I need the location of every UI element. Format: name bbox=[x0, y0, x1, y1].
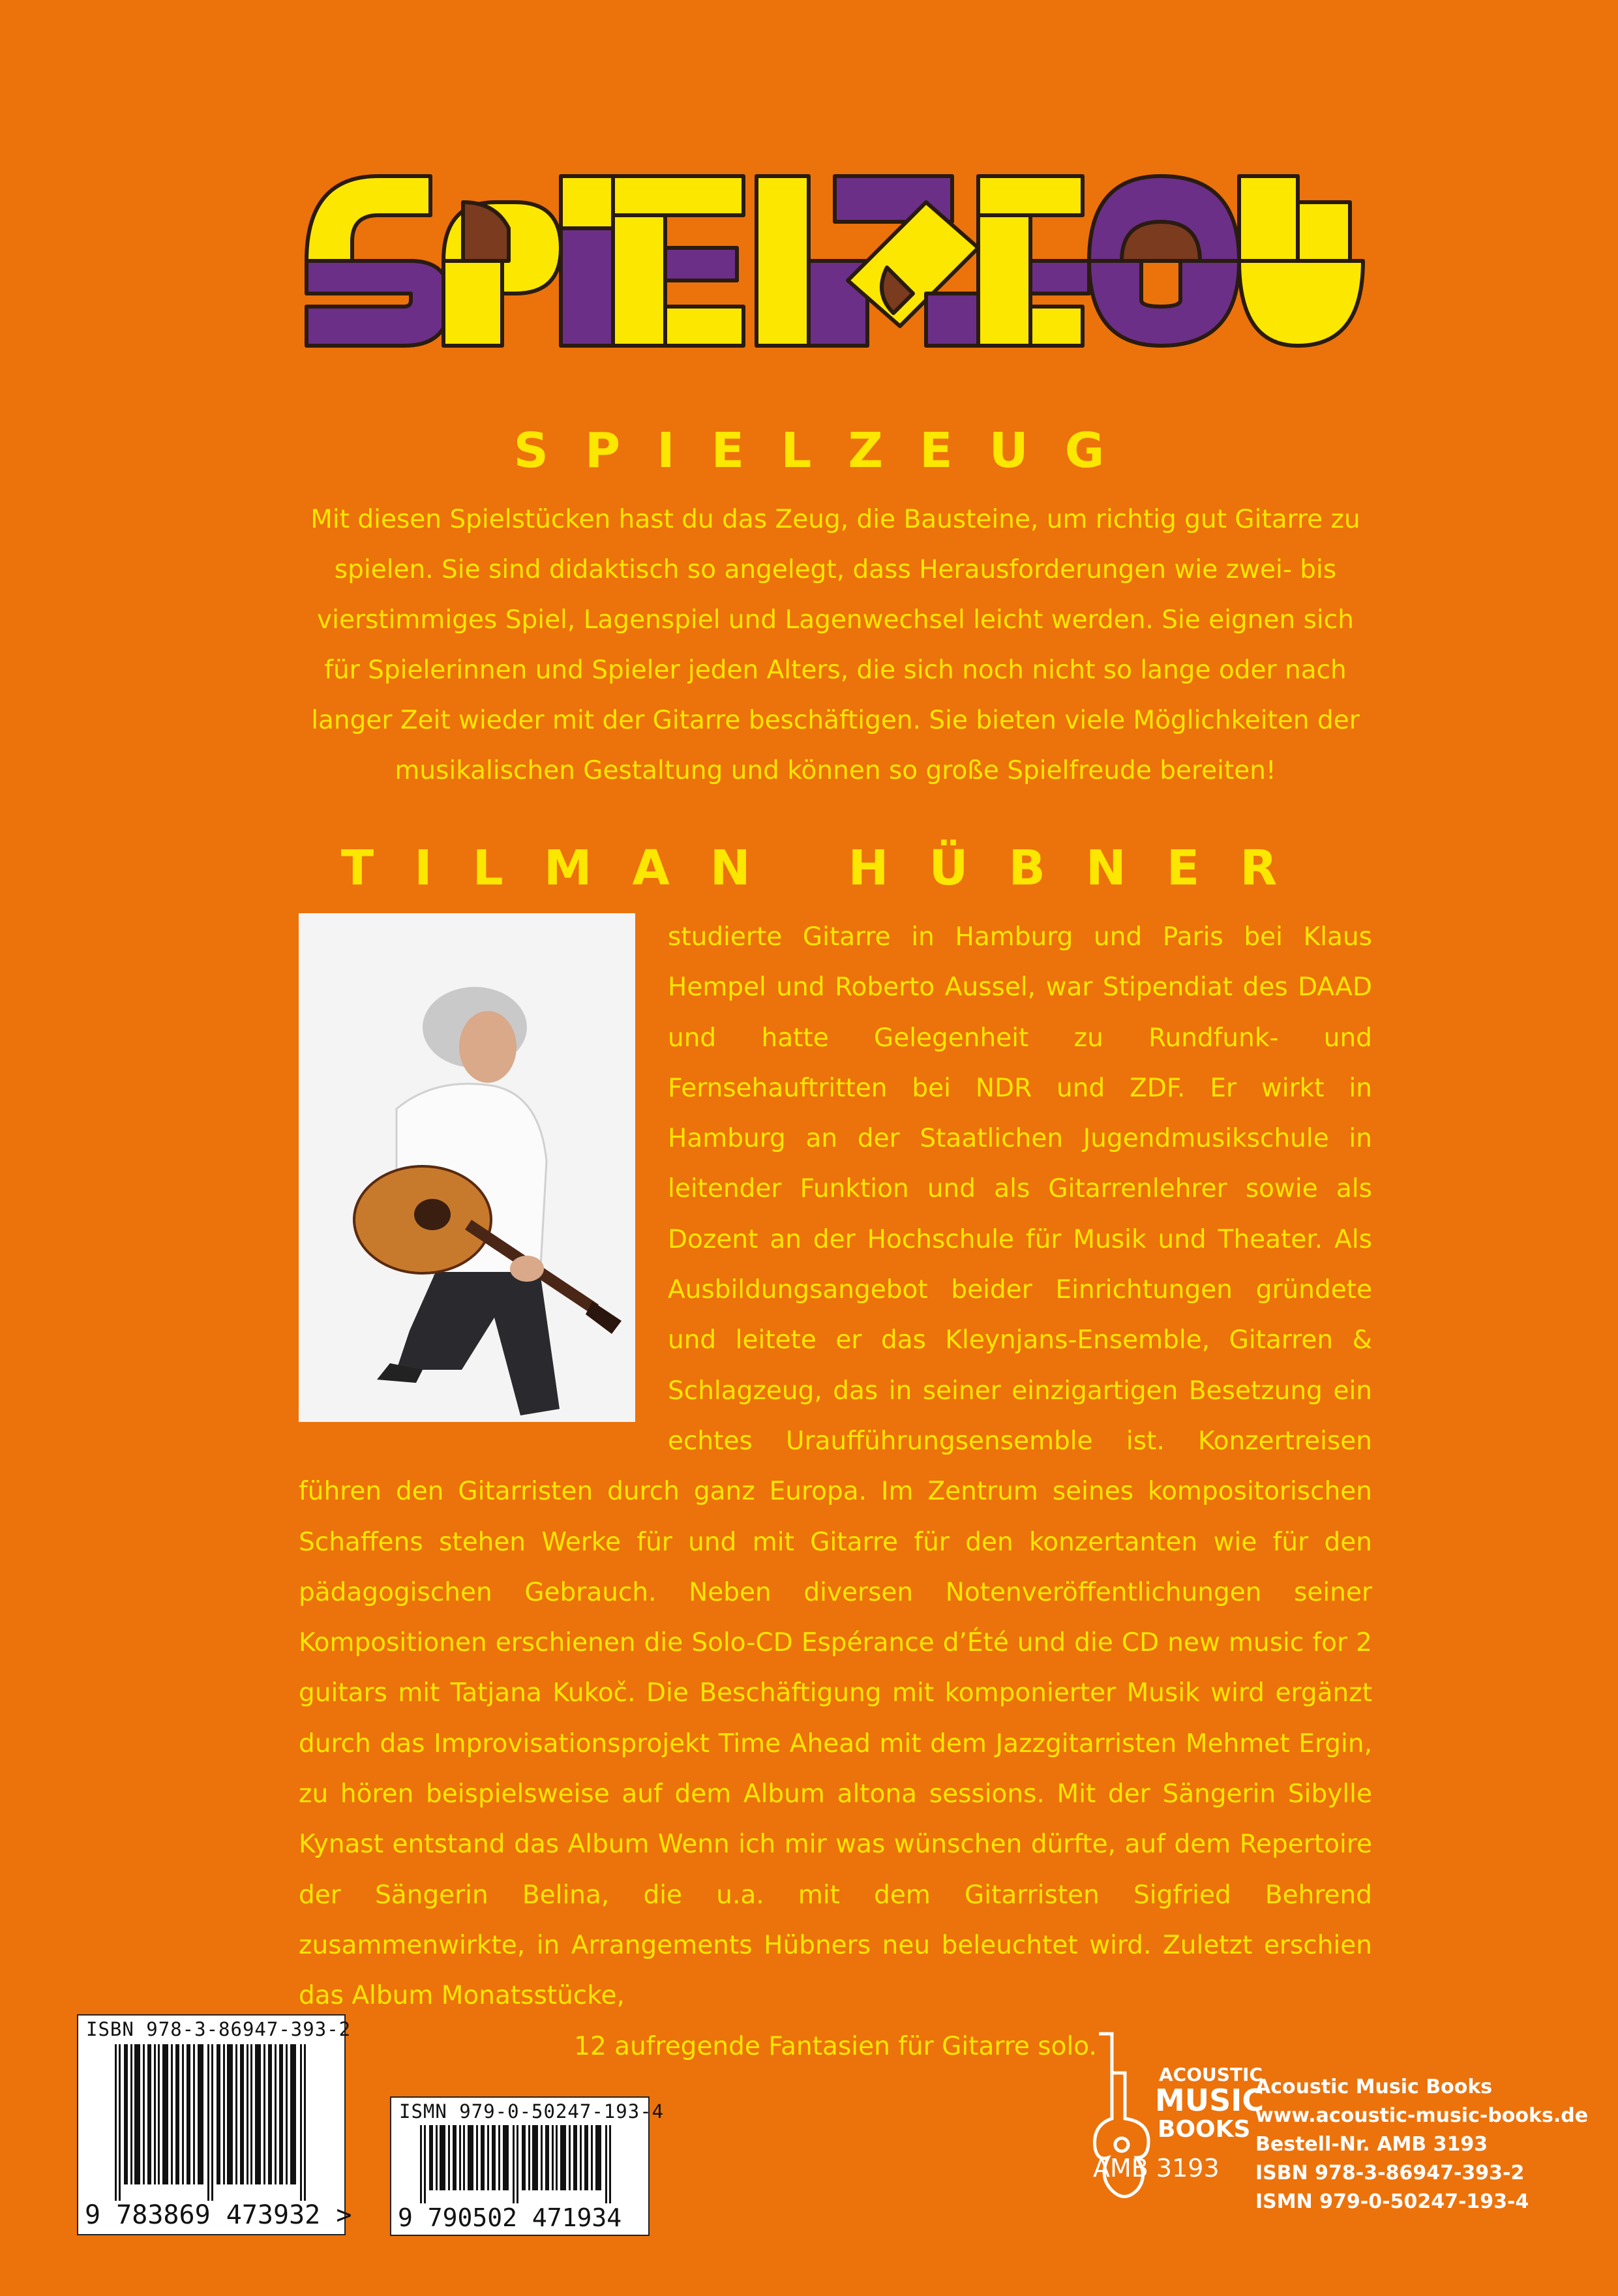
intro-text bbox=[299, 494, 1372, 796]
author-bio-text: studierte Gitarre in Hamburg und Paris bei Klaus Hempel und Roberto Aussel, war Stipendiat des DAAD und hatte Gelegenheit zu Rundfunk- und Fernsehauftritten bei NDR und ZDF. Er wirkt in Hamburg an der Staatlichen Jugendmusikschule in leitender Funktion und als Gitarrenlehrer sowie als Dozent an der Hochschule für Musik und Theater. Als Ausbildungsangebot beider Einrichtungen gründete und leitete er das Kleynjans-Ensemble, Gitarren & Schlagzeug, das in seiner einzigartigen Besetzung ein echtes Uraufführungsensemble ist. Konzertreisen führen den Gitarristen durch ganz Europa. Im Zentrum seines kompositorischen Schaffens stehen Werke für und mit Gitarre für den konzertanten wie für den pädagogischen Gebrauch. Neben diversen Notenveröffentlichungen seiner Kompositionen erschienen die Solo-CD Espérance d’Été und die CD new music for 2 guitars mit Tatjana Kukoč. Die Beschäftigung mit komponierter Musik wird ergänzt durch das Improvisationsprojekt Time Ahead mit dem Jazzgitarristen Mehmet Ergin, zu hören beispielsweise auf dem Album altona sessions. Mit der Sängerin Sibylle Kynast entstand das Album Wenn ich mir was wünschen dürfte, auf dem Repertoire der Sängerin Belina, die u.a. mit dem Gitarristen Sigfried Behrend zusammenwirkte, in Arrangements Hübners neu beleuchtet wird. Zuletzt erschien das Album Monatsstücke, bbox=[299, 922, 1372, 2011]
author-bio-last-line: 12 aufregende Fantasien für Gitarre solo. bbox=[574, 2031, 1097, 2061]
publisher-info bbox=[1255, 2073, 1588, 2216]
author-photo bbox=[299, 913, 635, 1422]
publisher-order-number: Bestell-Nr. AMB 3193 bbox=[1255, 2133, 1488, 2156]
ismn-barcode bbox=[390, 2096, 665, 2236]
author-bio bbox=[299, 912, 1372, 2072]
ismn-barcode-bars bbox=[420, 2125, 616, 2203]
logo-line-music: MUSIC bbox=[1155, 2083, 1265, 2118]
acoustic-music-books-logo bbox=[1086, 2027, 1265, 2210]
intro-paragraph: Mit diesen Spielstücken hast du das Zeug, die Bausteine, um richtig gut Gitarre zu spielen. Sie sind didaktisch so angelegt, dass Herausforderungen wie zwei- bis vierstimmiges Spiel, Lagenspiel und Lagenwechsel leicht werden. Sie eignen sich für Spielerinnen und Spieler jeden Alters, die sich noch nicht so lange oder nach langer Zeit wieder mit der Gitarre beschäftigen. Sie bieten viele Möglichkeiten der musikalischen Gestaltung und können so große Spielfreude bereiten! bbox=[310, 505, 1360, 785]
isbn-barcode-bars bbox=[115, 2044, 310, 2201]
publisher-ismn: ISMN 979-0-50247-193-4 bbox=[1255, 2190, 1529, 2213]
publisher-isbn: ISBN 978-3-86947-393-2 bbox=[1255, 2162, 1525, 2184]
isbn-barcode bbox=[77, 2014, 352, 2235]
publisher-url[interactable]: www.acoustic-music-books.de bbox=[1255, 2104, 1589, 2127]
spielzeug-logo bbox=[300, 163, 1370, 352]
ismn-barcode-number: 9 790502 471934 bbox=[398, 2203, 622, 2232]
isbn-barcode-number: 9 783869 473932 > bbox=[85, 2200, 352, 2230]
logo-line-acoustic: ACOUSTIC bbox=[1159, 2064, 1263, 2085]
publisher-name: Acoustic Music Books bbox=[1255, 2076, 1493, 2098]
logo-line-books: BOOKS bbox=[1158, 2116, 1251, 2143]
ismn-barcode-label: ISMN 979-0-50247-193-4 bbox=[399, 2100, 665, 2122]
isbn-barcode-label: ISBN 978-3-86947-393-2 bbox=[86, 2018, 352, 2040]
order-code-badge: AMB 3193 bbox=[1093, 2154, 1220, 2183]
book-title: SPIELZEUG bbox=[513, 423, 1141, 479]
author-name: TILMAN HÜBNER bbox=[340, 840, 1318, 896]
